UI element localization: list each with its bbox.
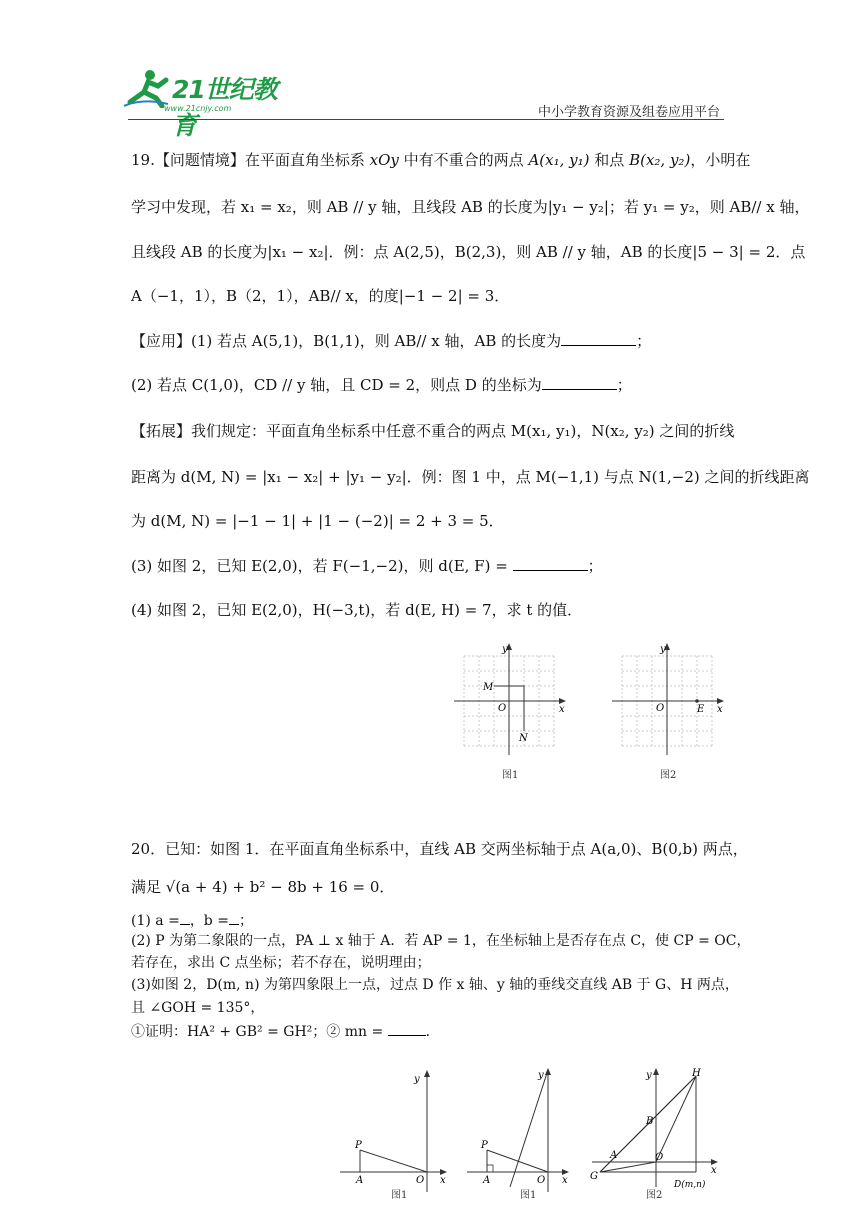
q19-line-3: 且线段 AB 的长度为|x₁ − x₂|．例：点 A(2,5)，B(2,3)，则 AB // y 轴，AB 的长度|5 − 3| = 2．点 xyxy=(131,243,806,261)
q20-figure-1a xyxy=(335,1062,460,1202)
q19-apply-1: 【应用】(1) 若点 A(5,1)，B(1,1)，则 AB// x 轴，AB 的长度为 ； xyxy=(131,332,652,350)
point-g-label: G xyxy=(590,1171,598,1182)
header-divider xyxy=(128,119,724,120)
q19-line-2: 学习中发现，若 x₁ = x₂，则 AB // y 轴，且线段 AB 的长度为|y₁ − y₂|；若 y₁ = y₂，则 AB// x 轴， xyxy=(131,198,810,216)
origin-label: O xyxy=(537,1175,546,1186)
platform-label: 中小学教育资源及组卷应用平台 xyxy=(537,105,720,120)
origin-label: O xyxy=(498,703,507,714)
point-d-label: D(m,n) xyxy=(674,1180,706,1190)
q19-line-4: A（−1，1），B（2，1），AB// x，的度|−1 − 2| = 3． xyxy=(131,287,510,305)
q20-line-1: 20．已知：如图 1．在平面直角坐标系中，直线 AB 交两坐标轴于点 A(a,0)、B(0,b) 两点， xyxy=(131,840,748,858)
logo-text: 21世纪教育 xyxy=(172,75,277,140)
origin-label: O xyxy=(656,703,665,714)
q20-part-2a: (2) P 为第二象限的一点，PA ⊥ x 轴于 A．若 AP = 1，在坐标轴上是否存在点 C，使 CP = OC， xyxy=(131,933,751,949)
y-axis-label: y xyxy=(414,1074,420,1085)
q19-line-1: 19.【问题情境】在平面直角坐标系 xOy 中有不重合的两点 A(x₁, y₁) 和点 B(x₂, y₂)，小明在 xyxy=(131,151,751,169)
answer-blank[interactable] xyxy=(180,910,190,925)
figure-caption: 图2 xyxy=(660,770,677,781)
answer-blank[interactable] xyxy=(388,1021,426,1036)
q20-figure-2 xyxy=(588,1062,730,1202)
point-p-label: P xyxy=(355,1140,362,1151)
answer-blank[interactable] xyxy=(513,556,588,571)
q20-part-2b: 若存在，求出 C 点坐标；若不存在，说明理由； xyxy=(131,955,431,971)
point-p-label: P xyxy=(481,1140,488,1151)
point-h-label: H xyxy=(692,1068,701,1079)
y-axis-label: y xyxy=(538,1070,544,1081)
q19-extend-3: 为 d(M, N) = |−1 − 1| + |1 − (−2)| = 2 + 3 = 5． xyxy=(131,512,504,530)
runner-logo-icon xyxy=(122,68,170,108)
q19-part-4: (4) 如图 2，已知 E(2,0)，H(−3,t)，若 d(E, H) = 7，求 t 的值． xyxy=(131,601,583,619)
point-n-label: N xyxy=(519,733,528,744)
point-e-label: E xyxy=(697,704,705,715)
x-axis-label: x xyxy=(562,1175,568,1186)
x-axis-label: x xyxy=(440,1175,446,1186)
point-m-label: M xyxy=(483,682,494,693)
q19-apply-2: (2) 若点 C(1,0)，CD // y 轴，且 CD = 2，则点 D 的坐标为 ； xyxy=(131,376,632,394)
origin-label: O xyxy=(655,1152,664,1163)
answer-blank[interactable] xyxy=(229,910,239,925)
point-a-label: A xyxy=(356,1175,364,1186)
figure-caption: 图1 xyxy=(391,1190,408,1201)
figure-caption: 图1 xyxy=(520,1190,537,1201)
q19-part-3: (3) 如图 2，已知 E(2,0)，若 F(−1,−2)，则 d(E, F) = ； xyxy=(131,557,603,575)
q20-part-3c: ①证明：HA² + GB² = GH²；② mn = ． xyxy=(131,1021,440,1042)
figure-caption: 图2 xyxy=(646,1190,663,1201)
q20-part-3a: (3)如图 2，D(m, n) 为第四象限上一点，过点 D 作 x 轴、y 轴的垂线交直线 AB 于 G、H 两点， xyxy=(131,977,739,993)
x-axis-label: x xyxy=(711,1165,717,1176)
q20-figure-1b xyxy=(462,1062,582,1202)
q19-extend-1: 【拓展】我们规定：平面直角坐标系中任意不重合的两点 M(x₁, y₁)，N(x₂, y₂) 之间的折线 xyxy=(131,422,735,440)
answer-blank[interactable] xyxy=(561,331,636,346)
y-axis-label: y xyxy=(660,644,666,655)
x-axis-label: x xyxy=(559,704,565,715)
logo-url: www.21cnjy.com xyxy=(164,104,232,113)
y-axis-label: y xyxy=(646,1070,652,1081)
origin-label: O xyxy=(416,1175,425,1186)
point-a-label: A xyxy=(483,1175,491,1186)
q20-part-1: (1) a = ，b = ； xyxy=(131,910,253,931)
logo xyxy=(122,68,292,140)
q20-part-3b: 且 ∠GOH = 135°， xyxy=(131,1000,265,1016)
q19-figure-2 xyxy=(605,640,735,790)
q19-extend-2: 距离为 d(M, N) = |x₁ − x₂| + |y₁ − y₂|．例：图 1 中，点 M(−1,1) 与点 N(1,−2) 之间的折线距离 xyxy=(131,468,810,486)
point-a-label: A xyxy=(610,1150,618,1161)
x-axis-label: x xyxy=(717,704,723,715)
y-axis-label: y xyxy=(502,644,508,655)
q19-figure-1 xyxy=(452,640,582,790)
point-b-label: B xyxy=(646,1116,654,1127)
figure-caption: 图1 xyxy=(502,770,519,781)
q20-line-2: 满足 √(a + 4) + b² − 8b + 16 = 0． xyxy=(131,878,395,896)
page-header xyxy=(0,0,860,140)
answer-blank[interactable] xyxy=(542,375,617,390)
